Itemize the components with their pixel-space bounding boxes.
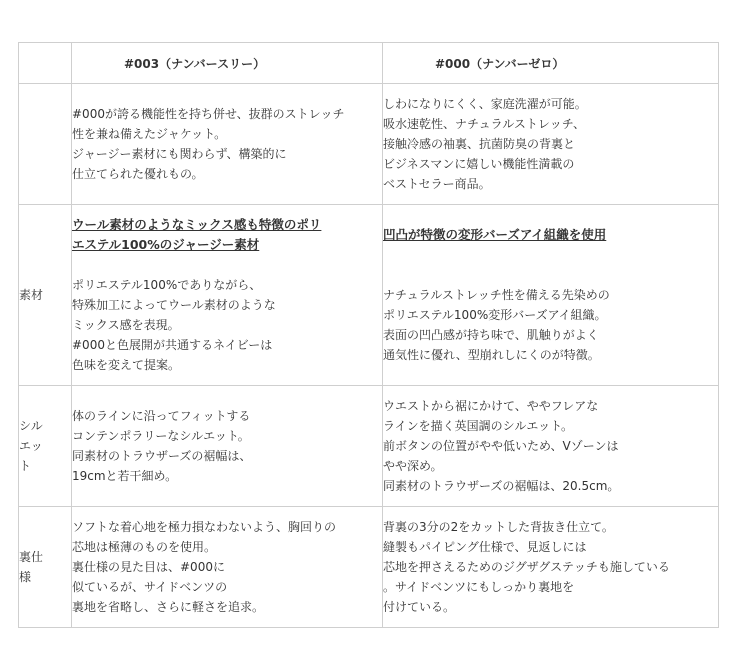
text-line: 特殊加工によってウール素材のような (72, 298, 276, 312)
silhouette-cell-000 (383, 386, 719, 507)
table-header-row (19, 43, 719, 84)
text-line: ポリエステル100%変形バーズアイ組織。 (383, 308, 607, 322)
material-heading-line: エステル100%のジャージー素材 (72, 237, 260, 252)
text-line: 色味を変えて提案。 (72, 358, 181, 372)
text-line: 芯地は極薄のものを使用。 (72, 540, 217, 554)
text-line: 前ボタンの位置がやや低いため、Vゾーンは (383, 439, 619, 453)
text-line: ジャージー素材にも関わらず、構築的に (72, 147, 287, 161)
text-line: コンテンポラリーなシルエット。 (72, 429, 250, 443)
lining-cell-003 (72, 507, 383, 628)
text-line: 背裏の3分の2をカットした背抜き仕立て。 (383, 520, 614, 534)
text-line: 。サイドベンツにもしっかり裏地を (383, 580, 575, 594)
silhouette-cell-003 (72, 386, 383, 507)
material-cell-003 (72, 205, 383, 386)
text-line: ナチュラルストレッチ性を備える先染めの (383, 288, 610, 302)
text-line: 縫製もパイピング仕様で、見返しには (383, 540, 587, 554)
text-line: ビジネスマンに嬉しい機能性満載の (383, 157, 575, 171)
text-line: #000と色展開が共通するネイビーは (72, 338, 273, 352)
row-label-silhouette (19, 386, 72, 507)
row-label-line: 裏仕 (19, 550, 44, 564)
table-row-material (19, 205, 719, 386)
material-heading-line: ウール素材のようなミックス感も特徴のポリ (72, 217, 322, 232)
table-row-concept (19, 84, 719, 205)
concept-cell-003 (72, 84, 383, 205)
text-line: しわになりにくく、家庭洗濯が可能。 (383, 97, 587, 111)
text-line: 似ているが、サイドベンツの (72, 580, 228, 594)
text-line: ベストセラー商品。 (383, 177, 491, 191)
text-line: 19cmと若干細め。 (72, 469, 178, 483)
text-line: 通気性に優れ、型崩れしにくのが特徴。 (383, 348, 600, 362)
text-line: 仕立てられた優れもの。 (72, 167, 204, 181)
column-header-000: #000（ナンバーゼロ） (383, 43, 719, 84)
text-line: ソフトな着心地を極力損なわないよう、胸回りの (72, 520, 337, 534)
text-line: 裏地を省略し、さらに軽さを追求。 (72, 600, 265, 614)
concept-cell-000 (383, 84, 719, 205)
row-label-material: 素材 (19, 205, 72, 386)
text-line: ミックス感を表現。 (72, 318, 180, 332)
text-line: 芯地を押さえるためのジグザグステッチも施している (383, 560, 670, 574)
lining-cell-000 (383, 507, 719, 628)
text-line: 付けている。 (383, 600, 456, 614)
material-cell-000 (383, 205, 719, 386)
material-heading-line: 凹凸が特徴の変形バーズアイ組織を使用 (383, 227, 607, 242)
text-line: 性を兼ね備えたジャケット。 (72, 127, 227, 141)
text-line: ポリエステル100%でありながら、 (72, 278, 262, 292)
table-row-silhouette (19, 386, 719, 507)
row-label-lining (19, 507, 72, 628)
corner-cell (19, 43, 72, 84)
text-line: #000が誇る機能性を持ち併せ、抜群のストレッチ (72, 107, 345, 121)
row-label-line: シル (19, 419, 43, 433)
row-label-line: 様 (19, 570, 32, 584)
row-label-concept (19, 84, 72, 205)
table-row-lining (19, 507, 719, 628)
row-label-line: エッ (19, 439, 43, 453)
text-line: ラインを描く英国調のシルエット。 (383, 419, 574, 433)
row-label-line: ト (19, 459, 32, 473)
text-line: 接触冷感の袖裏、抗菌防臭の背裏と (383, 137, 576, 151)
comparison-table (18, 42, 719, 628)
text-line: 裏仕様の見た目は、#000に (72, 560, 225, 574)
text-line: 同素材のトラウザーズの裾幅は、 (72, 449, 252, 463)
text-line: ウエストから裾にかけて、ややフレアな (383, 399, 599, 413)
text-line: やや深め。 (383, 459, 443, 473)
text-line: 表面の凹凸感が持ち味で、肌触りがよく (383, 328, 599, 342)
text-line: 体のラインに沿ってフィットする (72, 409, 251, 423)
column-header-003: #003（ナンバースリー） (72, 43, 383, 84)
text-line: 吸水速乾性、ナチュラルストレッチ、 (383, 117, 585, 131)
text-line: 同素材のトラウザーズの裾幅は、20.5cm。 (383, 479, 620, 493)
